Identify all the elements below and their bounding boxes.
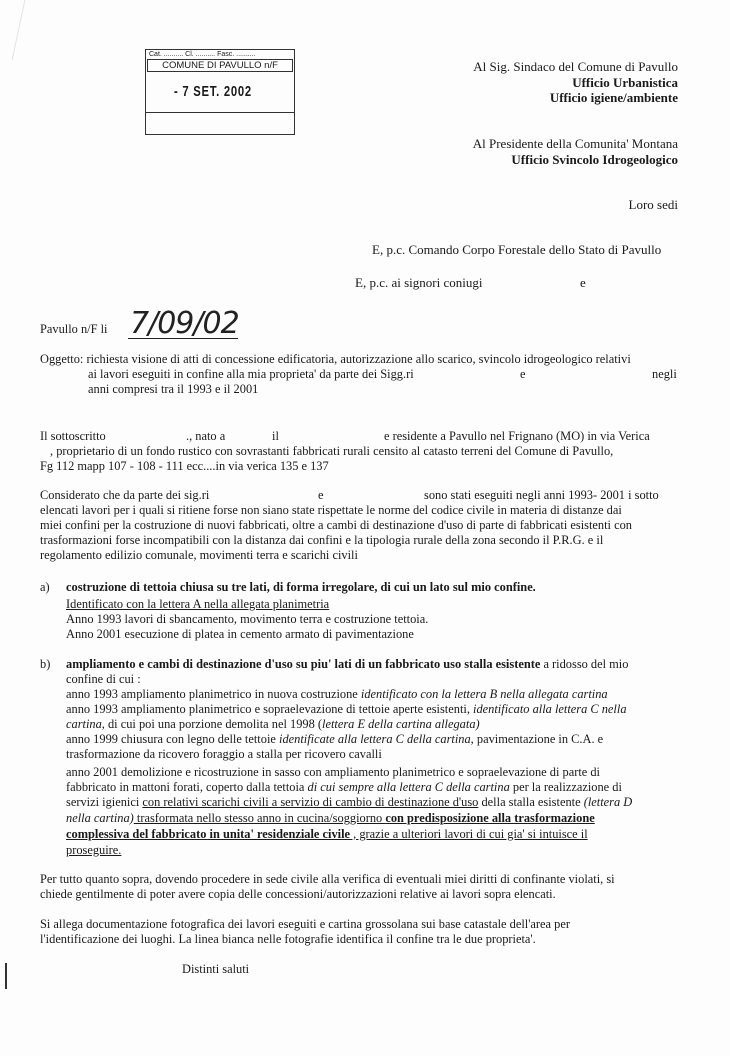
item-b-line4-italic: identificato alla lettera C nella <box>473 702 627 716</box>
item-b-line10-underlined: con relativi scarichi civili a servizio di cambio di destinazione d'uso <box>142 795 479 809</box>
considerato-line-4: trasformazioni forse incompatibili con la distanza dai confini e la tipologia rurale della zona secondo il P.R.G. e il <box>40 533 604 547</box>
item-b-servizi <box>66 794 632 810</box>
recipient-coniugi: E, p.c. ai signori coniugi <box>355 275 483 290</box>
item-a-title: costruzione di tettoia chiusa su tre lati, di forma irregolare, di cui un lato sul mio confine. <box>66 580 536 594</box>
item-b-line3-italic: identificato con la lettera B nella allegata cartina <box>360 687 608 701</box>
sottoscritto-label: Il sottoscritto <box>40 429 106 443</box>
item-b-line10-rest: della stalla esistente <box>478 795 584 809</box>
sottoscritto-il: il <box>272 429 279 443</box>
item-b-cartina-line <box>66 716 480 732</box>
item-b-anno-2001: anno 2001 demolizione e ricostruzione in sasso con ampliamento planimetrico e sopraelevazione di parte di <box>66 765 601 779</box>
item-b-line11-italic: nella cartina) <box>66 811 134 825</box>
item-b-proseguire: proseguire. <box>66 843 122 857</box>
item-b-trasformazione: trasformazione da ricovero foraggio a stalla per ricovero cavalli <box>66 747 382 761</box>
considerato-line-1-e: e <box>318 488 324 502</box>
stamp-date: - 7 SET. 2002 <box>174 83 252 100</box>
recipient-ufficio-svincolo: Ufficio Svincolo Idrogeologico <box>511 152 678 167</box>
place-label: Pavullo n/F li <box>40 322 108 336</box>
item-b-title-line <box>66 656 628 672</box>
oggetto-line-1: Oggetto: richiesta visione di atti di concessione edificatoria, autorizzazione allo scarico, svincolo idrogeologico relativi <box>40 352 631 366</box>
oggetto-line-3: anni compresi tra il 1993 e il 2001 <box>88 382 259 396</box>
item-b-label: b) <box>40 657 51 671</box>
closing-p1-line-1: Per tutto quanto sopra, dovendo procedere in sede civile alla verifica di eventuali miei diritti di confinante violati, si <box>40 872 615 886</box>
item-b-confine: confine di cui : <box>66 672 141 686</box>
item-b-unita-residenziale <box>66 826 588 842</box>
recipient-presidente: Al Presidente della Comunita' Montana <box>472 136 678 151</box>
item-b-line6-rest: pavimentazione in C.A. e <box>473 732 604 746</box>
protocol-stamp <box>145 49 295 135</box>
item-b-line6-italic: identificate alla lettera C della cartina, <box>279 732 474 746</box>
item-b-line9-text: fabbricato in mattoni forati, coperto dalla tettoia <box>66 780 308 794</box>
considerato-line-3: miei confini per la costruzione di nuovi fabbricati, oltre a cambi di destinazione d'uso di parte di fabbricati esistenti con <box>40 518 632 532</box>
scan-edge-mark <box>0 0 25 60</box>
considerato-line-2: elencati lavori per i quali si ritiene forse non siano state rispettate le norme del codice civile in materia di distanze dai <box>40 503 622 517</box>
item-b-line6-text: anno 1999 chiusura con legno delle tettoie <box>66 732 279 746</box>
sottoscritto-line-3: Fg 112 mapp 107 - 108 - 111 ecc....in via verica 135 e 137 <box>40 459 329 473</box>
closing-p2-line-1: Si allega documentazione fotografica dei lavori eseguiti e cartina grossolana sui base catastale dell'area per <box>40 917 570 931</box>
item-b-line5-italic-a: cartina, <box>66 717 105 731</box>
item-a-anno-1993: Anno 1993 lavori di sbancamento, movimento terra e costruzione tettoia. <box>66 612 429 626</box>
sottoscritto-line-2: , proprietario di un fondo rustico con sovrastanti fabbricati rurali censito al catasto terreni del Comune di Pavullo, <box>50 444 614 458</box>
item-b-anno-1993-b <box>66 701 627 717</box>
item-b-line11-bold: con predisposizione alla trasformazione <box>385 811 595 825</box>
item-b-line9-rest: per la realizzazione di <box>509 780 622 794</box>
item-b-anno-1999 <box>66 731 603 747</box>
recipient-ufficio-igiene: Ufficio igiene/ambiente <box>549 90 678 105</box>
item-b-fabbricato <box>66 779 622 795</box>
item-b-line12-rest: , grazie a ulteriori lavori di cui gia' si intuisce il <box>350 827 588 841</box>
recipient-ufficio-urbanistica: Ufficio Urbanistica <box>572 75 678 90</box>
item-b-line12-bold: complessiva del fabbricato in unita' residenziale civile <box>66 827 351 841</box>
item-b-title-rest: a ridosso del mio <box>540 657 629 671</box>
handwritten-underline <box>128 338 238 339</box>
closing-p1-line-2: chiede gentilmente di poter avere copia delle concessioni/autorizzazioni relative ai lavori sopra elencati. <box>40 887 556 901</box>
item-b-line5-text: di cui poi una porzione demolita nel 1998 ( <box>104 717 323 731</box>
item-b-line10-italic: (lettera D <box>583 795 633 809</box>
recipient-corpo-forestale: E, p.c. Comando Corpo Forestale dello Stato di Pavullo <box>372 242 662 257</box>
item-b-line5-italic-c: lettera E della cartina allegata) <box>322 717 480 731</box>
sottoscritto-nato-a: ., nato a <box>186 429 226 443</box>
recipient-loro-sedi: Loro sedi <box>628 197 678 212</box>
recipient-coniugi-e: e <box>580 275 586 290</box>
item-b-line11-underlined: trasformata nello stesso anno in cucina/soggiorno <box>133 811 386 825</box>
item-b-line9-italic: di cui sempre alla lettera C della cartina <box>307 780 510 794</box>
item-b-cucina <box>66 810 595 826</box>
closing-saluti: Distinti saluti <box>182 962 250 976</box>
oggetto-line-2-negli: negli <box>652 367 677 381</box>
considerato-line-5: regolamento edilizio comunale, movimenti terra e scarichi civili <box>40 548 358 562</box>
item-a-label: a) <box>40 580 50 594</box>
closing-p2-line-2: l'identificazione dei luoghi. La linea bianca nelle fotografie identifica il confine tra le due proprieta'. <box>40 932 536 946</box>
item-b-line4-text: anno 1993 ampliamento planimetrico e sopraelevazione di tettoie aperte esistenti, <box>66 702 474 716</box>
item-b-title: ampliamento e cambi di destinazione d'uso su piu' lati di un fabbricato uso stalla esistente <box>66 657 541 671</box>
considerato-line-1-rest: sono stati eseguiti negli anni 1993- 2001 i sotto <box>424 488 659 502</box>
oggetto-line-2: ai lavori eseguiti in confine alla mia proprieta' da parte dei Sigg.ri <box>88 367 414 381</box>
handwritten-date: 7/09/02 <box>130 306 239 341</box>
margin-mark <box>5 963 7 989</box>
item-b-anno-1993-a <box>66 686 608 702</box>
stamp-classification-line: Cat. .......... Cl. .......... Fasc. .......... <box>149 51 256 58</box>
stamp-comune: COMUNE DI PAVULLO n/F <box>147 59 293 72</box>
item-b-line3-text: anno 1993 ampliamento planimetrico in nuova costruzione <box>66 687 361 701</box>
sottoscritto-residenza: e residente a Pavullo nel Frignano (MO) in via Verica <box>384 429 650 443</box>
item-a-anno-2001: Anno 2001 esecuzione di platea in cemento armato di pavimentazione <box>66 627 414 641</box>
considerato-line-1: Considerato che da parte dei sig.ri <box>40 488 210 502</box>
stamp-divider <box>146 112 294 113</box>
item-b-line10-text: servizi igienici <box>66 795 143 809</box>
item-a-identificato: Identificato con la lettera A nella allegata planimetria <box>66 597 330 611</box>
recipient-sindaco: Al Sig. Sindaco del Comune di Pavullo <box>473 59 678 74</box>
oggetto-line-2-e: e <box>520 367 526 381</box>
